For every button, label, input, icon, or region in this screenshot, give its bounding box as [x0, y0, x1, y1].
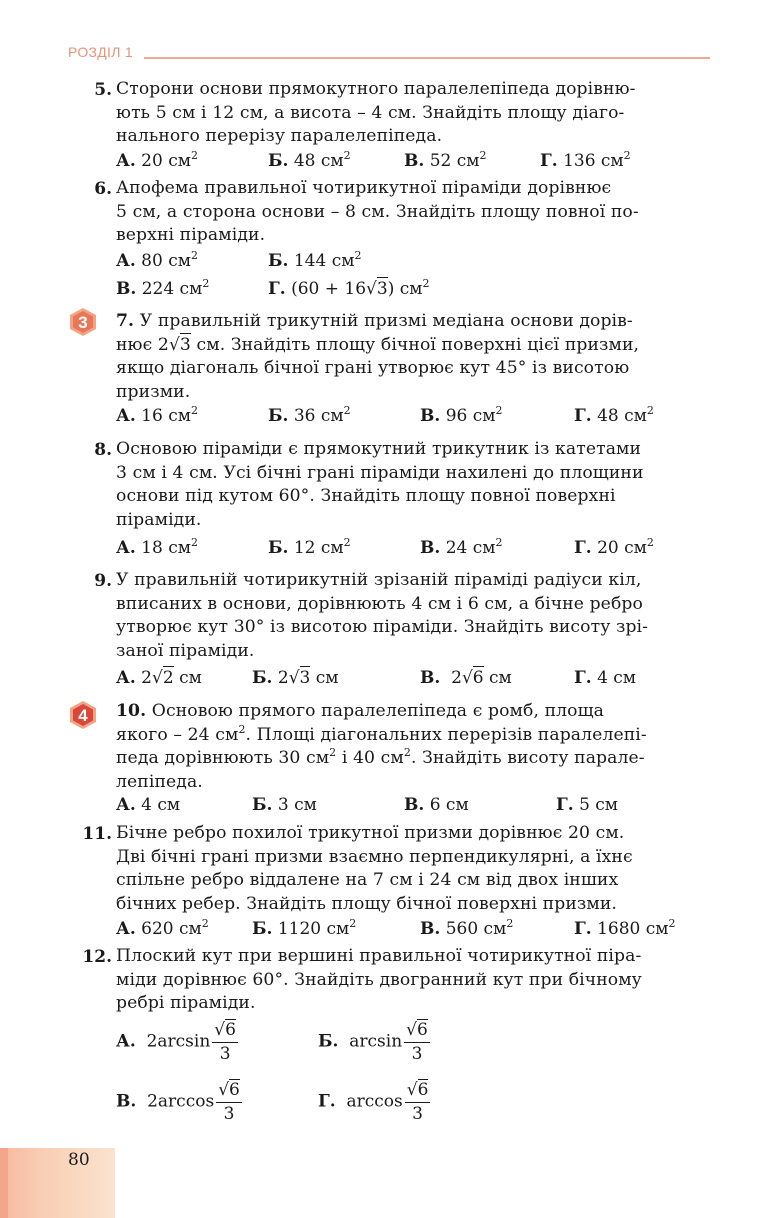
answer-a: А. 18 $см^2$ [116, 536, 198, 558]
text-line: 3 см і 4 см. Усі бічні грані піраміди нахилені до площини [116, 462, 644, 483]
problem-text [116, 310, 710, 404]
text-line: якщо діагональ бічної грані утворює кут 45° із висотою [116, 358, 630, 379]
text-line: верхні піраміди. [116, 225, 266, 246]
sqrt: √6 [461, 668, 484, 688]
sqrt: √3 [288, 668, 311, 688]
answer-b: Б. 12 $см^2$ [268, 536, 351, 558]
answer-options [116, 536, 710, 560]
answer-d: Г. (60 + 16√3) $см^2$ [268, 277, 430, 299]
problem-number: 6. [94, 179, 112, 199]
answer-options [116, 404, 710, 428]
answer-options [116, 249, 710, 273]
sqrt: √3 [168, 334, 191, 355]
answer-c: В. 52 $см^2$ [404, 149, 487, 171]
answer-d: Г. 48 $см^2$ [574, 404, 654, 426]
text-line: Дві бічні грані призми взаємно перпендикулярні, а їхнє [116, 846, 633, 867]
answer-d: Г. 136 $см^2$ [540, 149, 631, 171]
problem-text [116, 78, 710, 149]
text-line: бічних ребер. Знайдіть площу бічної поверхні призми. [116, 893, 617, 914]
problem-number: 11. [82, 824, 112, 844]
answer-c: В. 96 $см^2$ [420, 404, 503, 426]
answer-a: А. 2√2 см [116, 668, 202, 688]
text-line: вписаних в основи, дорівнюють 4 см і 6 см, а бічне ребро [116, 593, 643, 614]
header-rule [144, 57, 710, 59]
problem-text [116, 438, 710, 532]
answer-a: А. 2arcsin $\frac{√6}{3}$ [116, 1020, 236, 1064]
text-line: якого – 24 $см^2$. Площі діагональних перерізів паралелепі- [116, 722, 647, 745]
hexagon-badge-icon [68, 700, 98, 730]
running-header [68, 44, 710, 64]
text-line: Основою піраміди є прямокутний трикутник із катетами [116, 439, 642, 459]
answer-a: А. 4 см [116, 795, 181, 815]
answer-a: А. 16 $см^2$ [116, 404, 198, 426]
problem-text [116, 700, 710, 794]
answer-c: В. 6 см [404, 795, 469, 815]
difficulty-badge-4 [68, 700, 98, 730]
answer-a: А. 80 $см^2$ [116, 249, 198, 271]
page-number: 80 [68, 1150, 90, 1170]
answer-b: Б. arcsin $\frac{√6}{3}$ [318, 1020, 428, 1064]
answer-c: В. 2√6 см [420, 668, 512, 688]
answer-options [116, 277, 710, 301]
fraction: $\frac{√6}{3}$ [218, 1080, 240, 1124]
answer-b: Б. 1120 $см^2$ [252, 917, 357, 939]
problem-text [116, 569, 710, 663]
text-line: 5 см, а сторона основи – 8 см. Знайдіть площу повної по- [116, 201, 639, 222]
answer-d: Г. 5 см [556, 795, 619, 815]
text-line: утворює кут 30° із висотою піраміди. Знайдіть висоту зрі- [116, 617, 649, 638]
page-corner-decoration [0, 1148, 115, 1218]
section-label: РОЗДІЛ 1 [68, 44, 134, 60]
text-line: 7. У правильній трикутній призмі медіана основи дорів- [116, 311, 633, 331]
text-line: нального перерізу паралелепіпеда. [116, 126, 443, 147]
answer-b: Б. 3 см [252, 795, 317, 815]
text-line: заної піраміди. [116, 640, 255, 661]
sqrt: √2 [152, 668, 174, 688]
problem-number: 12. [82, 947, 112, 967]
answer-c: В. 560 $см^2$ [420, 917, 514, 939]
answer-c: В. 24 $см^2$ [420, 536, 503, 558]
difficulty-badge-3 [68, 307, 98, 337]
fraction: $\frac{√6}{3}$ [406, 1080, 429, 1124]
answer-d: Г. arccos $\frac{√6}{3}$ [318, 1080, 429, 1124]
text-line: педа дорівнюють 30 $см^2$ і 40 $см^2$. Знайдіть висоту парале- [116, 746, 645, 769]
answer-d: Г. 4 см [574, 668, 637, 688]
answer-options [116, 917, 710, 941]
answer-options [116, 793, 710, 817]
problem-number: 9. [94, 571, 112, 591]
text-line: лепіпеда. [116, 771, 203, 792]
problem-number: 8. [94, 440, 112, 460]
svg-text:3: 3 [78, 313, 88, 332]
answer-c: В. 2arccos $\frac{√6}{3}$ [116, 1080, 240, 1124]
answer-b: Б. 144 $см^2$ [268, 249, 362, 271]
fraction: $\frac{√6}{3}$ [406, 1020, 428, 1064]
problem-text [116, 945, 710, 1016]
text-line: У правильній чотирикутній зрізаній піраміді радіуси кіл, [116, 570, 642, 590]
text-line: 10. Основою прямого паралелепіпеда є ромб, площа [116, 701, 605, 721]
text-line: нює 2√3 см. Знайдіть площу бічної поверхні цієї призми, [116, 334, 640, 355]
answer-c: В. 224 $см^2$ [116, 277, 210, 299]
answer-b: Б. 36 $см^2$ [268, 404, 351, 426]
problem-number: 5. [94, 80, 112, 100]
text-line: Бічне ребро похилої трикутної призми дорівнює 20 см. [116, 823, 625, 843]
answer-d: Г. 1680 $см^2$ [574, 917, 676, 939]
answer-a: А. 20 $см^2$ [116, 149, 198, 171]
answer-d: Г. 20 $см^2$ [574, 536, 654, 558]
answer-b: Б. 2√3 см [252, 668, 339, 688]
answer-options [116, 666, 710, 690]
fraction: $\frac{√6}{3}$ [214, 1020, 236, 1064]
sqrt: √3 [366, 279, 388, 299]
corner-stripe [0, 1148, 8, 1218]
text-line: ють 5 см і 12 см, а висота – 4 см. Знайдіть площу діаго- [116, 102, 625, 123]
problem-text [116, 177, 710, 248]
answer-a: А. 620 $см^2$ [116, 917, 209, 939]
svg-text:4: 4 [78, 706, 88, 725]
text-line: Апофема правильної чотирикутної піраміди дорівнює [116, 178, 612, 198]
answer-options [116, 149, 710, 173]
text-line: ребрі піраміди. [116, 993, 256, 1014]
problem-text [116, 822, 710, 916]
text-line: Плоский кут при вершині правильної чотирикутної піра- [116, 946, 642, 966]
text-line: спільне ребро віддалене на 7 см і 24 см від двох інших [116, 870, 619, 891]
text-line: призми. [116, 381, 191, 402]
text-line: основи під кутом 60°. Знайдіть площу повної поверхні [116, 486, 616, 507]
text-line: Сторони основи прямокутного паралелепіпеда дорівню- [116, 79, 636, 99]
text-line: піраміди. [116, 509, 202, 530]
hexagon-badge-icon [68, 307, 98, 337]
answer-b: Б. 48 $см^2$ [268, 149, 351, 171]
text-line: міди дорівнює 60°. Знайдіть двогранний кут при бічному [116, 969, 642, 990]
